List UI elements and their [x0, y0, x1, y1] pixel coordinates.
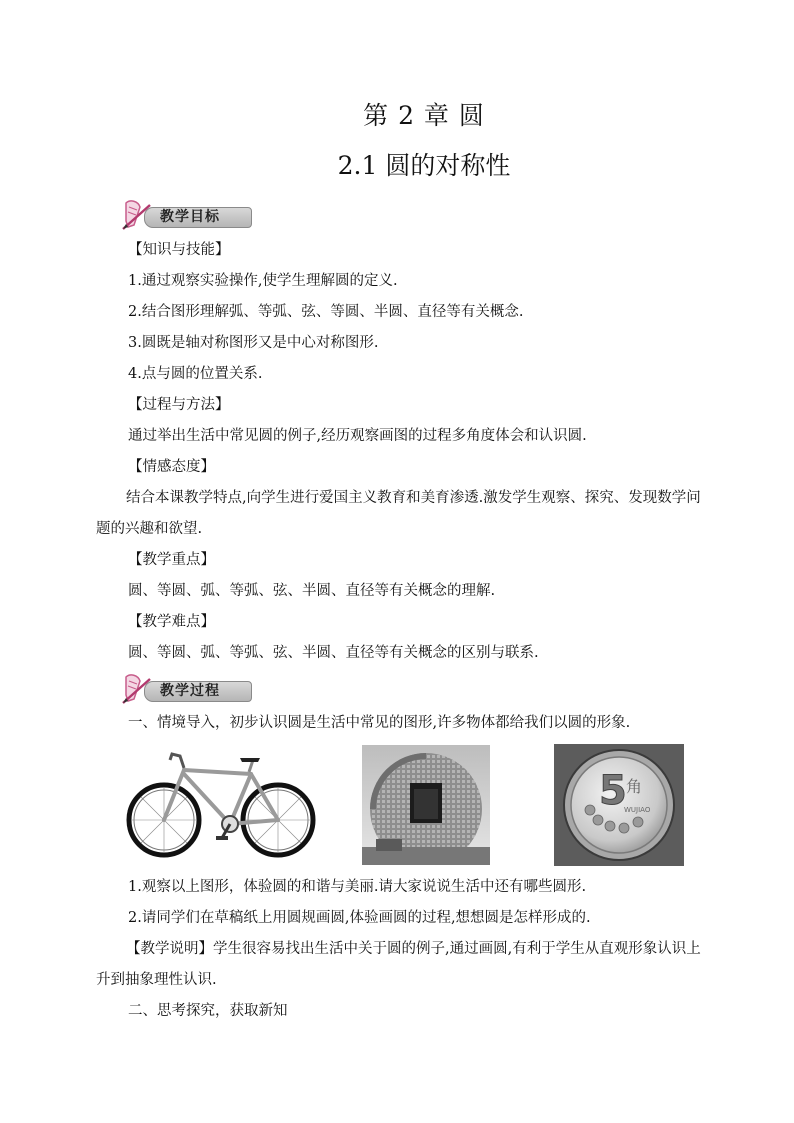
banner-label: 教学过程	[160, 683, 220, 699]
section-title: 2.1 圆的对称性	[337, 151, 511, 180]
pencil-icon	[120, 199, 160, 231]
process-step-2: 2.请同学们在草稿纸上用圆规画圆,体验画圆的过程,想想圆是怎样形成的.	[128, 910, 591, 926]
difficulties-heading: 【教学难点】	[128, 614, 215, 630]
process-step-1: 1.观察以上图形，体验圆的和谐与美丽.请大家说说生活中还有哪些圆形.	[128, 879, 587, 895]
knowledge-item: 2.结合图形理解弧、等弧、弦、等圆、半圆、直径等有关概念.	[128, 304, 524, 320]
process-part-2: 二、思考探究，获取新知	[128, 1003, 288, 1019]
attitude-text: 结合本课教学特点,向学生进行爱国主义教育和美育渗透.激发学生观察、探究、发现数学问题的兴趣和欲望.	[96, 490, 701, 537]
method-heading: 【过程与方法】	[128, 397, 230, 413]
key-points-heading: 【教学重点】	[128, 552, 215, 568]
knowledge-heading: 【知识与技能】	[128, 242, 230, 258]
pencil-icon	[120, 673, 160, 705]
chapter-title: 第 2 章 圆	[363, 101, 485, 130]
process-intro: 一、情境导入，初步认识圆是生活中常见的图形,许多物体都给我们以圆的形象.	[128, 715, 631, 731]
knowledge-item: 1.通过观察实验操作,使学生理解圆的定义.	[128, 273, 398, 289]
difficulties-text: 圆、等圆、弧、等弧、弦、半圆、直径等有关概念的区别与联系.	[128, 645, 539, 661]
teaching-explanation: 【教学说明】学生很容易找出生活中关于圆的例子,通过画圆,有利于学生从直观形象认识上升到抽象理性认识.	[96, 941, 701, 988]
knowledge-item: 4.点与圆的位置关系.	[128, 366, 263, 382]
bicycle-image	[126, 748, 316, 860]
key-points-text: 圆、等圆、弧、等弧、弦、半圆、直径等有关概念的理解.	[128, 583, 496, 599]
process-banner	[120, 673, 255, 705]
method-text: 通过举出生活中常见圆的例子,经历观察画图的过程多角度体会和认识圆.	[128, 428, 587, 444]
coin-image	[554, 744, 684, 866]
coin-character: 角	[626, 777, 643, 796]
coin-pinyin: WUJIAO	[624, 806, 651, 814]
objectives-banner	[120, 199, 255, 231]
knowledge-item: 3.圆既是轴对称图形又是中心对称图形.	[128, 335, 379, 351]
attitude-heading: 【情感态度】	[128, 459, 215, 475]
circular-building-image	[362, 745, 490, 865]
coin-numeral: 5	[599, 768, 627, 814]
banner-label: 教学目标	[160, 209, 220, 225]
